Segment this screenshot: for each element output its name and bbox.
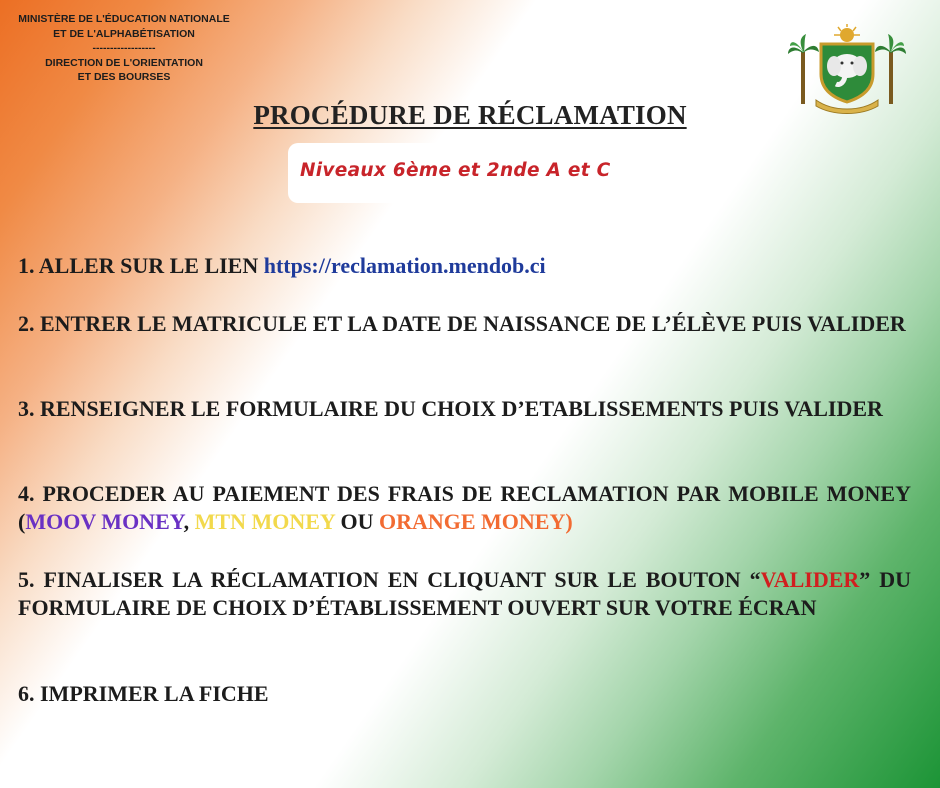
direction-line-2: ET DES BOURSES: [77, 71, 171, 83]
step-5-text: 5. FINALISER LA RÉCLAMATION EN CLIQUANT SUR LE BOUTON “: [18, 567, 761, 592]
step-4: [18, 480, 911, 536]
palm-tree-left-icon: [788, 34, 819, 104]
step-5: [18, 566, 911, 622]
mtn-money-label: MTN MONEY: [194, 509, 335, 534]
palm-tree-right-icon: [875, 34, 906, 104]
step-1: [18, 252, 911, 280]
levels-badge: [288, 143, 668, 203]
header-divider: ------------------: [92, 42, 156, 54]
step-6: 6. IMPRIMER LA FICHE: [18, 681, 269, 706]
direction-line-1: DIRECTION DE L'ORIENTATION: [45, 56, 203, 69]
step-3: 3. RENSEIGNER LE FORMULAIRE DU CHOIX D’ETABLISSEMENTS PUIS VALIDER: [18, 396, 883, 421]
reclamation-link[interactable]: https://reclamation.mendob.ci: [263, 253, 546, 278]
ministry-line-2: ET DE L'ALPHABÉTISATION: [53, 27, 195, 40]
valider-label: VALIDER: [760, 567, 860, 592]
page-title: PROCÉDURE DE RÉCLAMATION: [253, 100, 687, 130]
ministry-header: [14, 12, 234, 85]
rising-sun-icon: [834, 24, 860, 42]
step-4-ou: OU: [334, 509, 379, 534]
step-4-text: 4. PROCEDER AU PAIEMENT DES FRAIS DE RECLAMATION PAR MOBILE MONEY (: [18, 481, 911, 534]
levels-text: Niveaux 6ème et 2nde A et C: [300, 160, 611, 181]
orange-money-label: ORANGE MONEY): [378, 509, 573, 534]
ministry-line-1: MINISTÈRE DE L'ÉDUCATION NATIONALE: [18, 13, 230, 25]
step-1-text: 1. ALLER SUR LE LIEN: [18, 253, 264, 278]
step-5-suffix: ” DU FORMULAIRE DE CHOIX D’ÉTABLISSEMENT OUVERT SUR VOTRE ÉCRAN: [18, 567, 912, 620]
moov-money-label: MOOV MONEY: [25, 509, 184, 534]
step-2: 2. ENTRER LE MATRICULE ET LA DATE DE NAISSANCE DE L’ÉLÈVE PUIS VALIDER: [18, 311, 906, 336]
step-4-comma: ,: [183, 509, 195, 534]
